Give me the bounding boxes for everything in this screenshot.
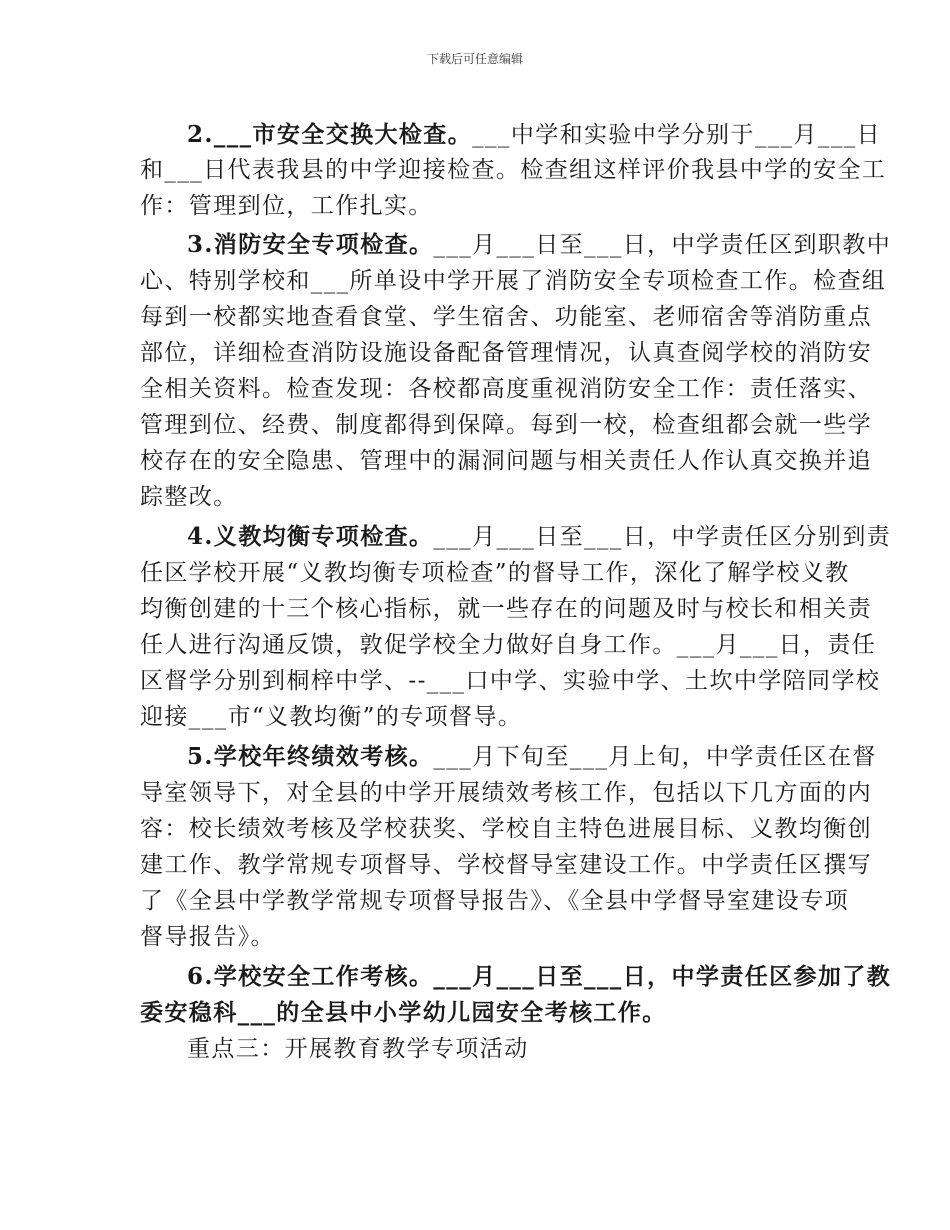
para2-line2: 心、特别学校和___所单设中学开展了消防安全专项检查工作。检查组	[140, 268, 887, 294]
para4-line4: 建工作、教学常规专项督导、学校督导室建设工作。中学责任区撰写	[140, 852, 872, 878]
page-header: 下载后可任意编辑	[426, 52, 523, 66]
para1-line3: 作：管理到位，工作扎实。	[140, 193, 433, 219]
para2-line1: 3.消防安全专项检查。___月___日至___日，中学责任区到职教中	[187, 231, 892, 258]
para5-line2: 委安稳科___的全县中小学幼儿园安全考核工作。	[140, 999, 667, 1026]
para4-line1: 5.学校年终绩效考核。___月下旬至___月上旬，中学责任区在督	[187, 743, 877, 770]
para4-line6: 督导报告》。	[140, 924, 275, 950]
para2-line7: 校存在的安全隐患、管理中的漏洞问题与相关责任人作认真交换并追	[140, 448, 872, 474]
para1-line2: 和___日代表我县的中学迎接检查。检查组这样评价我县中学的安全工	[140, 157, 887, 183]
para2-line4: 部位，详细检查消防设施设备配备管理情况，认真查阅学校的消防安	[140, 340, 872, 366]
para4-line5: 了《全县中学教学常规专项督导报告》、《全县中学督导室建设专项	[140, 888, 849, 914]
section-heading: 重点三：开展教育教学专项活动	[187, 1036, 529, 1062]
para3-line4: 任人进行沟通反馈，敦促学校全力做好自身工作。___月___日，责任	[140, 632, 877, 658]
para3-line2: 任区学校开展“义教均衡专项检查”的督导工作，深化了解学校义教	[140, 560, 850, 586]
para3-line5: 区督学分别到桐梓中学、--___口中学、实验中学、土坎中学陪同学校	[140, 668, 881, 694]
para2-line6: 管理到位、经费、制度都得到保障。每到一校，检查组都会就一些学	[140, 412, 872, 438]
para2-line3: 每到一校都实地查看食堂、学生宿舍、功能室、老师宿舍等消防重点	[140, 304, 872, 330]
para4-line3: 容：校长绩效考核及学校获奖、学校自主特色进展目标、义教均衡创	[140, 816, 872, 842]
para4-line2: 导室领导下，对全县的中学开展绩效考核工作，包括以下几方面的内	[140, 780, 872, 806]
para2-line5: 全相关资料。检查发现：各校都高度重视消防安全工作：责任落实、	[140, 376, 872, 402]
para1-line1: 2.___市安全交换大检查。___中学和实验中学分别于___月___日	[187, 121, 882, 148]
para2-line8: 踪整改。	[140, 484, 238, 510]
para3-line3: 均衡创建的十三个核心指标，就一些存在的问题及时与校长和相关责	[140, 596, 872, 622]
para5-line1: 6.学校安全工作考核。___月___日至___日，中学责任区参加了教	[187, 963, 892, 990]
para3-line6: 迎接___市“义教均衡”的专项督导。	[140, 704, 523, 730]
para3-line1: 4.义教均衡专项检查。___月___日至___日，中学责任区分别到责	[187, 523, 892, 550]
